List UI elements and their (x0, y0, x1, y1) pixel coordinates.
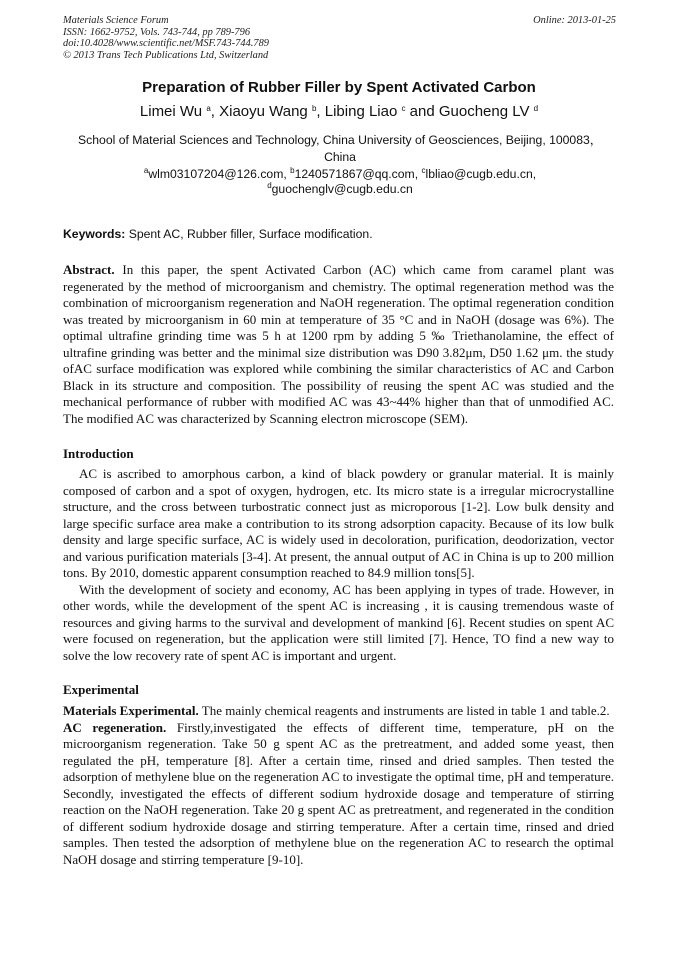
introduction-body (63, 466, 614, 664)
journal-name: Materials Science Forum (63, 15, 169, 26)
experimental-paragraph-1 (63, 703, 614, 720)
author-4-sup: d (533, 104, 539, 113)
author-1: Limei Wu (139, 103, 203, 120)
email-3[interactable]: lbliao@cugb.edu.cn, (425, 167, 537, 181)
journal-header (63, 15, 616, 61)
introduction-paragraph-1: AC is ascribed to amorphous carbon, a kind of black powdery or granular material. It is mainly composed of carbon and a spot of oxygen, hydrogen, etc. Its micro state is a irregular microcrystalline structure, and the cross between turbostratic connect just as microporous [1-2]. Low bulk density and large specific surface area make a contribution to its strong adsorption capacity. Because of its low bulk density and large specific surface, AC is widely used in decoloration, purification, deodorization, vector and various purification materials [3-4]. At present, the annual output of AC in China is up to 200 million tons. By 2010, domestic apparent consumption reached to 84.9 million tons[5]. (63, 466, 614, 580)
copyright-line: © 2013 Trans Tech Publications Ltd, Switzerland (63, 49, 269, 61)
regeneration-text: Firstly,investigated the effects of different time, temperature, pH on the microorganism regeneration. Take 50 g spent AC as the pretreatment, and added some yeast, then regulated the pH, temperature [8]. After a certain time, rinsed and dried samples. Then tested the adsorption of methylene blue on the regeneration AC to investigate the optimal time, pH and temperature. Secondly, investigated the effects of different sodium hydroxide dosage and temperature of stirring reaction on the NaOH regeneration. Take 20 g spent AC as pretreatment, and regenerated in the condition of different sodium hydroxide dosage and stirring temperature. After a certain time, rinsed and dried samples. Then tested the adsorption of methylene blue on the regeneration AC to research the optimal NaOH dosage and stirring temperature [9-10]. (63, 719, 614, 867)
abstract-label: Abstract. (63, 262, 115, 277)
experimental-body (63, 703, 614, 868)
email-1[interactable]: wlm03107204@126.com, (148, 167, 287, 181)
author-list: Limei Wu $^a$, Xiaoyu Wang $^b$, Libing Liao $^c$ and Guocheng LV $^d$ (139, 103, 539, 120)
email-block (66, 167, 614, 197)
email-4[interactable]: guochenglv@cugb.edu.cn (271, 182, 413, 196)
author-3-sup: c (401, 104, 406, 113)
experimental-heading: Experimental (63, 682, 139, 697)
affiliation: School of Material Sciences and Technology, China University of Geosciences, Beijing, 100083，China (78, 133, 602, 164)
email-2[interactable]: 1240571867@qq.com, (294, 167, 419, 181)
introduction-heading: Introduction (63, 446, 134, 461)
keywords (63, 227, 373, 241)
author-4: and Guocheng LV (409, 103, 530, 120)
abstract (63, 262, 614, 427)
issn-line: ISSN: 1662-9752, Vols. 743-744, pp 789-796 (63, 26, 251, 38)
materials-text: The mainly chemical reagents and instruments are listed in table 1 and table.2. (201, 703, 610, 718)
doi-line: doi:10.4028/www.scientific.net/MSF.743-744.789 (63, 38, 269, 50)
email-1-sup: a (143, 166, 149, 175)
author-2: Xiaoyu Wang (219, 103, 308, 120)
email-2-sup: b (290, 166, 295, 175)
experimental-paragraph-2 (63, 720, 614, 869)
email-3-sup: c (421, 166, 426, 175)
keywords-text: Spent AC, Rubber filler, Surface modification. (128, 227, 373, 241)
paper-title: Preparation of Rubber Filler by Spent Activated Carbon (142, 79, 536, 96)
materials-label: Materials Experimental. (63, 703, 199, 718)
author-2-sup: b (311, 104, 317, 113)
author-1-sup: a (206, 104, 211, 113)
online-date: Online: 2013-01-25 (533, 15, 616, 26)
abstract-text: In this paper, the spent Activated Carbon (AC) which came from caramel plant was regenerated by the method of microorganism and chemistry. The optimal regeneration method was the combination of microorganism regeneration and NaOH regeneration. The optimal regeneration condition was treated by microorganism in 60 min at temperature of 35 °C and in NaOH (dosage was 6%). The optimal ultrafine grinding time was 5 h at 1200 rpm by adding 5 ‰ Triethanolamine, the effect of ultrafine grinding was better and the minimal size distribution was D90 3.82μm, D50 1.62 μm. the study ofAC surface modification was explored while combining the similar characteristics of AC and Carbon Black in its structure and composition. The possibility of reusing the spent AC was studied and the mechanical performance of rubber with modified AC was 43~44% higher than that of unmodified AC. The modified AC was characterized by Scanning electron microscope (SEM). (63, 262, 614, 426)
author-3: Libing Liao (324, 103, 398, 120)
email-4-sup: d (267, 181, 272, 190)
regeneration-label: AC regeneration. (63, 719, 167, 735)
keywords-label: Keywords: (63, 227, 126, 241)
introduction-paragraph-2: With the development of society and economy, AC has been applying in types of trade. However, in other words, while the development of the spent AC is increasing , it is causing tremendous waste of resources and giving harms to the survival and development of mankind [6]. Recent studies on spent AC were focused on regeneration, but the application were still limited [7]. Hence, TO find a new way to solve the low recovery rate of spent AC is important and urgent. (63, 581, 614, 663)
